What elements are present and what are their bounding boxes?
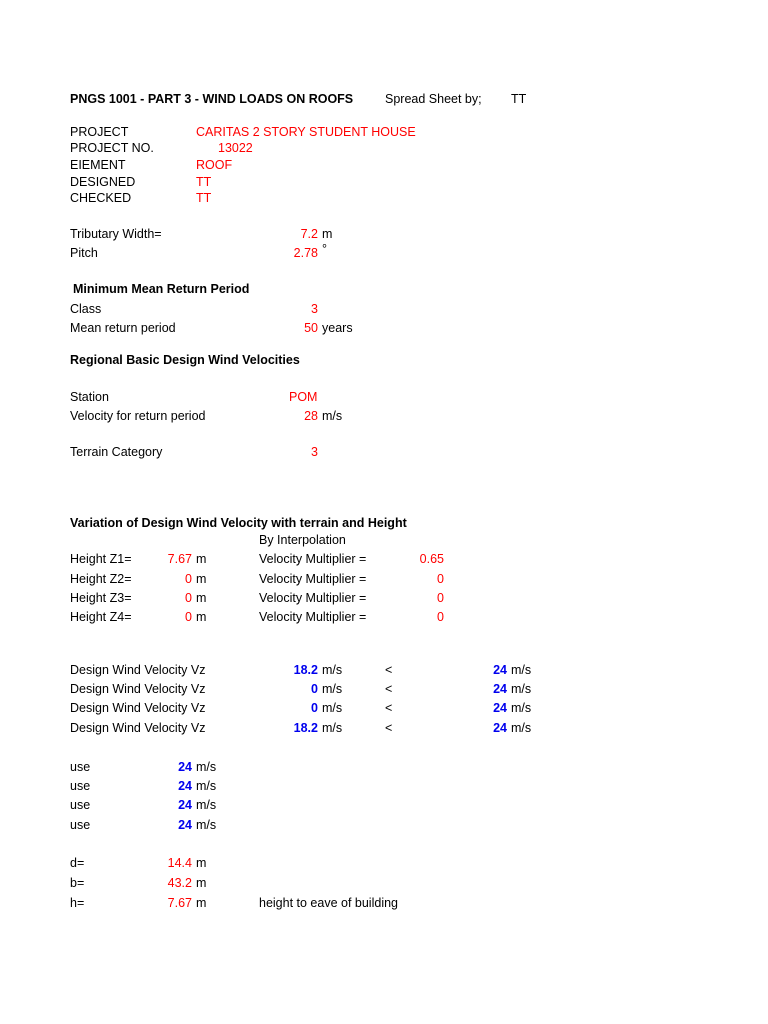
velocity-multiplier-value: 0 — [437, 610, 444, 624]
velocity-multiplier-label: Velocity Multiplier = — [259, 591, 367, 605]
h-unit: m — [196, 896, 207, 910]
height-value: 7.67 — [167, 552, 192, 566]
height-label: Height Z4= — [70, 610, 132, 624]
velocity-limit-unit: m/s — [511, 701, 532, 715]
height-label: Height Z1= — [70, 552, 132, 566]
use-unit: m/s — [196, 818, 217, 832]
height-value: 0 — [185, 610, 192, 624]
design-velocity-unit: m/s — [322, 663, 343, 677]
height-label: Height Z2= — [70, 572, 132, 586]
height-unit: m — [196, 572, 207, 586]
use-unit: m/s — [196, 760, 217, 774]
velocity-multiplier-label: Velocity Multiplier = — [259, 610, 367, 624]
design-velocity-label: Design Wind Velocity Vz — [70, 701, 206, 715]
spread-sheet-label: Spread Sheet by; — [385, 92, 482, 106]
h-label: h= — [70, 896, 85, 910]
design-velocity-unit: m/s — [322, 721, 343, 735]
height-label: Height Z3= — [70, 591, 132, 605]
use-value: 24 — [178, 779, 192, 793]
station-value: POM — [289, 390, 318, 404]
d-unit: m — [196, 856, 207, 870]
height-unit: m — [196, 591, 207, 605]
velocity-multiplier-value: 0 — [437, 572, 444, 586]
terrain-category-value: 3 — [311, 445, 318, 459]
less-than-symbol: < — [385, 682, 393, 696]
design-velocity-label: Design Wind Velocity Vz — [70, 682, 206, 696]
velocity-limit-value: 24 — [493, 663, 507, 677]
terrain-category-label: Terrain Category — [70, 445, 163, 459]
use-value: 24 — [178, 798, 192, 812]
velocity-limit-value: 24 — [493, 721, 507, 735]
b-unit: m — [196, 876, 207, 890]
element-value: ROOF — [196, 158, 233, 172]
design-velocity-value: 0 — [311, 682, 318, 696]
less-than-symbol: < — [385, 701, 393, 715]
checked-label: CHECKED — [70, 191, 132, 205]
class-value: 3 — [311, 302, 318, 316]
tributary-width-label: Tributary Width= — [70, 227, 162, 241]
velocity-multiplier-label: Velocity Multiplier = — [259, 572, 367, 586]
element-label: EIEMENT — [70, 158, 126, 172]
use-unit: m/s — [196, 779, 217, 793]
project-label: PROJECT — [70, 125, 129, 139]
use-value: 24 — [178, 760, 192, 774]
b-value: 43.2 — [167, 876, 192, 890]
designed-value: TT — [196, 175, 212, 189]
pitch-value: 2.78 — [293, 246, 318, 260]
mean-return-period-value: 50 — [304, 321, 318, 335]
velocity-limit-unit: m/s — [511, 682, 532, 696]
b-label: b= — [70, 876, 85, 890]
return-period-heading: Minimum Mean Return Period — [73, 282, 250, 296]
use-label: use — [70, 760, 91, 774]
mean-return-period-label: Mean return period — [70, 321, 176, 335]
tributary-width-unit: m — [322, 227, 333, 241]
velocity-return-period-unit: m/s — [322, 409, 343, 423]
pitch-unit: ° — [322, 242, 327, 256]
velocity-multiplier-value: 0.65 — [419, 552, 444, 566]
d-value: 14.4 — [167, 856, 192, 870]
interpolation-subheading: By Interpolation — [259, 533, 346, 547]
project-value: CARITAS 2 STORY STUDENT HOUSE — [196, 125, 416, 139]
tributary-width-value: 7.2 — [300, 227, 318, 241]
design-velocity-label: Design Wind Velocity Vz — [70, 663, 206, 677]
velocity-limit-value: 24 — [493, 701, 507, 715]
design-velocity-value: 18.2 — [293, 721, 318, 735]
design-velocity-unit: m/s — [322, 682, 343, 696]
use-label: use — [70, 798, 91, 812]
design-velocity-value: 0 — [311, 701, 318, 715]
velocity-limit-unit: m/s — [511, 663, 532, 677]
height-unit: m — [196, 552, 207, 566]
checked-value: TT — [196, 191, 212, 205]
less-than-symbol: < — [385, 721, 393, 735]
sheet-title: PNGS 1001 - PART 3 - WIND LOADS ON ROOFS — [70, 92, 354, 106]
velocity-return-period-value: 28 — [304, 409, 318, 423]
design-velocity-unit: m/s — [322, 701, 343, 715]
pitch-label: Pitch — [70, 246, 98, 260]
velocity-multiplier-value: 0 — [437, 591, 444, 605]
use-label: use — [70, 818, 91, 832]
designed-label: DESIGNED — [70, 175, 136, 189]
d-label: d= — [70, 856, 85, 870]
velocity-multiplier-label: Velocity Multiplier = — [259, 552, 367, 566]
h-note: height to eave of building — [259, 896, 398, 910]
h-value: 7.67 — [167, 896, 192, 910]
class-label: Class — [70, 302, 102, 316]
project-number-label: PROJECT NO. — [70, 141, 154, 155]
mean-return-period-unit: years — [322, 321, 353, 335]
height-unit: m — [196, 610, 207, 624]
spread-sheet-author: TT — [511, 92, 527, 106]
velocity-limit-unit: m/s — [511, 721, 532, 735]
use-unit: m/s — [196, 798, 217, 812]
less-than-symbol: < — [385, 663, 393, 677]
velocity-return-period-label: Velocity for return period — [70, 409, 206, 423]
velocity-limit-value: 24 — [493, 682, 507, 696]
station-label: Station — [70, 390, 109, 404]
height-value: 0 — [185, 572, 192, 586]
design-velocity-label: Design Wind Velocity Vz — [70, 721, 206, 735]
regional-heading: Regional Basic Design Wind Velocities — [70, 353, 300, 367]
variation-heading: Variation of Design Wind Velocity with terrain and Height — [70, 516, 407, 530]
use-label: use — [70, 779, 91, 793]
use-value: 24 — [178, 818, 192, 832]
height-value: 0 — [185, 591, 192, 605]
project-number-value: 13022 — [218, 141, 253, 155]
design-velocity-value: 18.2 — [293, 663, 318, 677]
